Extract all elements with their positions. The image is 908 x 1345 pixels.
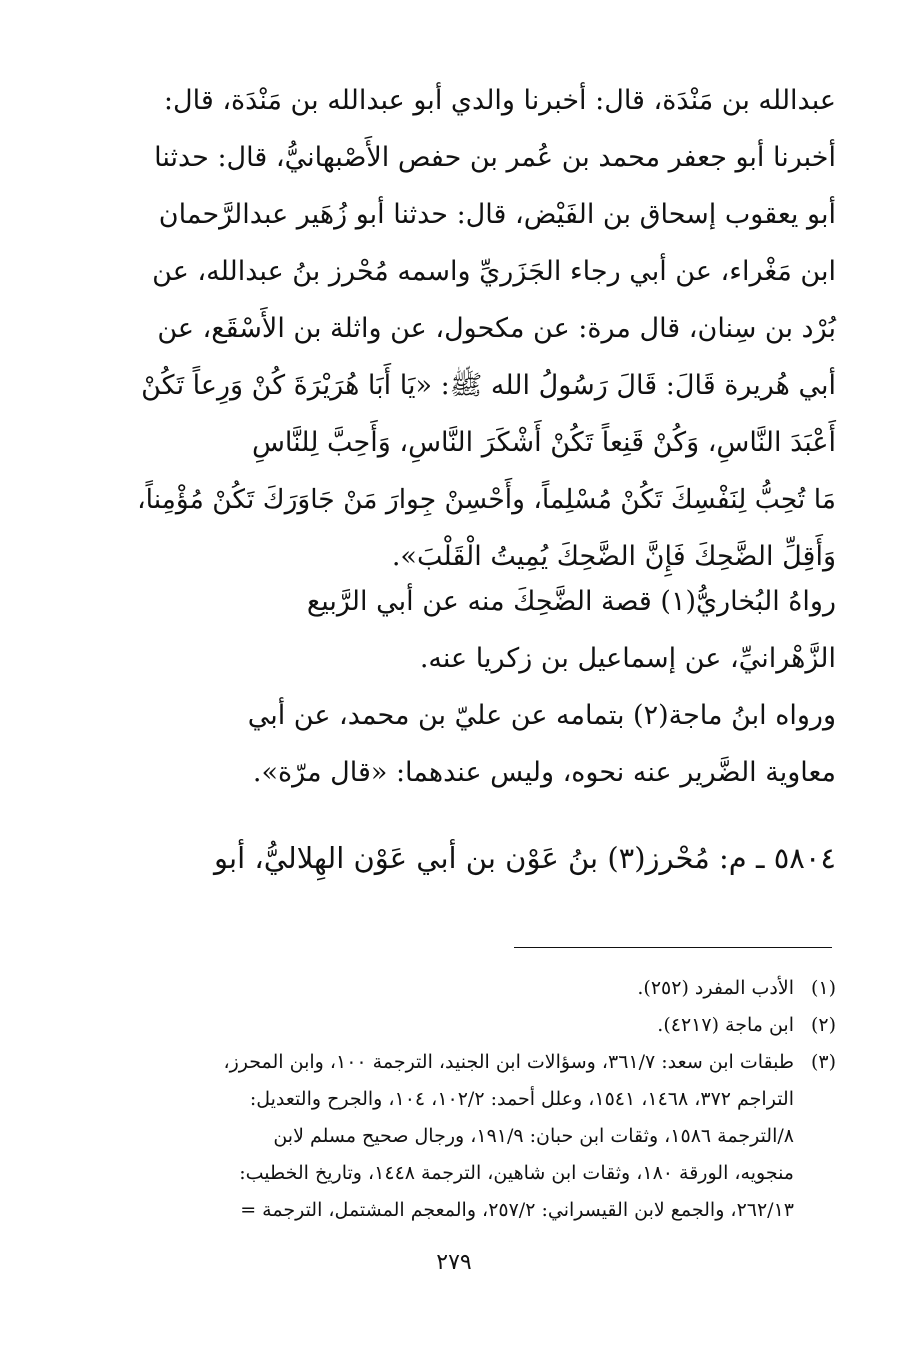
text-line: أبي هُريرة قَالَ: قَالَ رَسُولُ الله ﷺ: «يَا أَبَا هُرَيْرَةَ كُنْ وَرِعاً تَكُنْ	[141, 370, 836, 401]
text-line: أبو يعقوب إسحاق بن الفَيْض، قال: حدثنا أبو زُهَير عبدالرَّحمان	[158, 199, 836, 230]
footnote-number: (١)	[810, 977, 836, 999]
footnote-number: (٢)	[810, 1014, 836, 1036]
footnote-1	[136, 970, 836, 1007]
footnotes	[136, 970, 836, 1229]
text-line: بُرْد بن سِنان، قال مرة: عن مكحول، عن واثلة بن الأَسْقَع، عن	[157, 313, 836, 344]
footnote-line: ابن ماجة (٤٢١٧).	[657, 1014, 794, 1036]
footnote-text	[136, 970, 794, 1007]
text-line: ابن مَغْراء، عن أبي رجاء الجَزَريِّ واسمه مُحْرز بنُ عبدالله، عن	[152, 256, 836, 287]
footnote-line: ٢٦٢/١٣، والجمع لابن القيسراني: ٢٥٧/٢، والمعجم المشتمل، الترجمة =	[240, 1199, 794, 1221]
text-line: الزَّهْرانيِّ، عن إسماعيل بن زكريا عنه.	[419, 643, 836, 674]
text-line: أخبرنا أبو جعفر محمد بن عُمر بن حفص الأَصْبهانيُّ، قال: حدثنا	[154, 142, 836, 173]
entry-heading	[136, 830, 836, 887]
footnote-divider	[514, 947, 832, 948]
text-line: أَعْبَدَ النَّاسِ، وَكُنْ قَنِعاً تَكُنْ أَشْكَرَ النَّاسِ، وَأَحِبَّ لِلنَّاسِ	[251, 427, 836, 458]
entry-line: ٥٨٠٤ ـ م: مُحْرز(٣) بنُ عَوْن بن أبي عَوْن الهِلاليُّ، أبو	[214, 841, 836, 875]
hadith-paragraph	[136, 72, 836, 585]
text-line: مَا تُحِبُّ لِنَفْسِكَ تَكُنْ مُسْلِماً، وأَحْسِنْ جِوارَ مَنْ جَاوَرَكَ تَكُنْ مُؤْمِناً،	[137, 484, 836, 515]
footnote-line: ٨/الترجمة ١٥٨٦، وثقات ابن حبان: ١٩١/٩، ورجال صحيح مسلم لابن	[273, 1125, 794, 1147]
footnote-line: التراجم ٣٧٢، ١٤٦٨، ١٥٤١، وعلل أحمد: ١٠٢/٢، ١٠٤، والجرح والتعديل:	[249, 1088, 794, 1110]
footnote-line: طبقات ابن سعد: ٣٦١/٧، وسؤالات ابن الجنيد، الترجمة ١٠٠، وابن المحرز،	[223, 1051, 794, 1073]
footnote-2	[136, 1007, 836, 1044]
ibn-majah-paragraph	[136, 687, 836, 801]
footnote-text	[136, 1044, 794, 1229]
bukhari-paragraph	[136, 573, 836, 687]
footnote-text	[136, 1007, 794, 1044]
page-number: ٢٧٩	[436, 1250, 472, 1275]
footnote-line: الأدب المفرد (٢٥٢).	[637, 977, 794, 999]
text-line: وَأَقِلِّ الضَّحِكَ فَإِنَّ الضَّحِكَ يُمِيتُ الْقَلْبَ».	[391, 541, 836, 572]
text-line: عبدالله بن مَنْدَة، قال: أخبرنا والدي أبو عبدالله بن مَنْدَة، قال:	[163, 85, 836, 116]
text-line: معاوية الضَّرير عنه نحوه، وليس عندهما: «قال مرّة».	[252, 757, 836, 788]
footnote-line: منجويه، الورقة ١٨٠، وثقات ابن شاهين، الترجمة ١٤٤٨، وتاريخ الخطيب:	[239, 1162, 794, 1184]
footnote-number: (٣)	[810, 1051, 836, 1073]
text-line: ورواه ابنُ ماجة(٢) بتمامه عن عليّ بن محمد، عن أبي	[247, 700, 836, 731]
footnote-3	[136, 1044, 836, 1229]
text-line: رواهُ البُخاريُّ(١) قصة الضَّحِكَ منه عن أبي الرَّبيع	[306, 586, 836, 617]
